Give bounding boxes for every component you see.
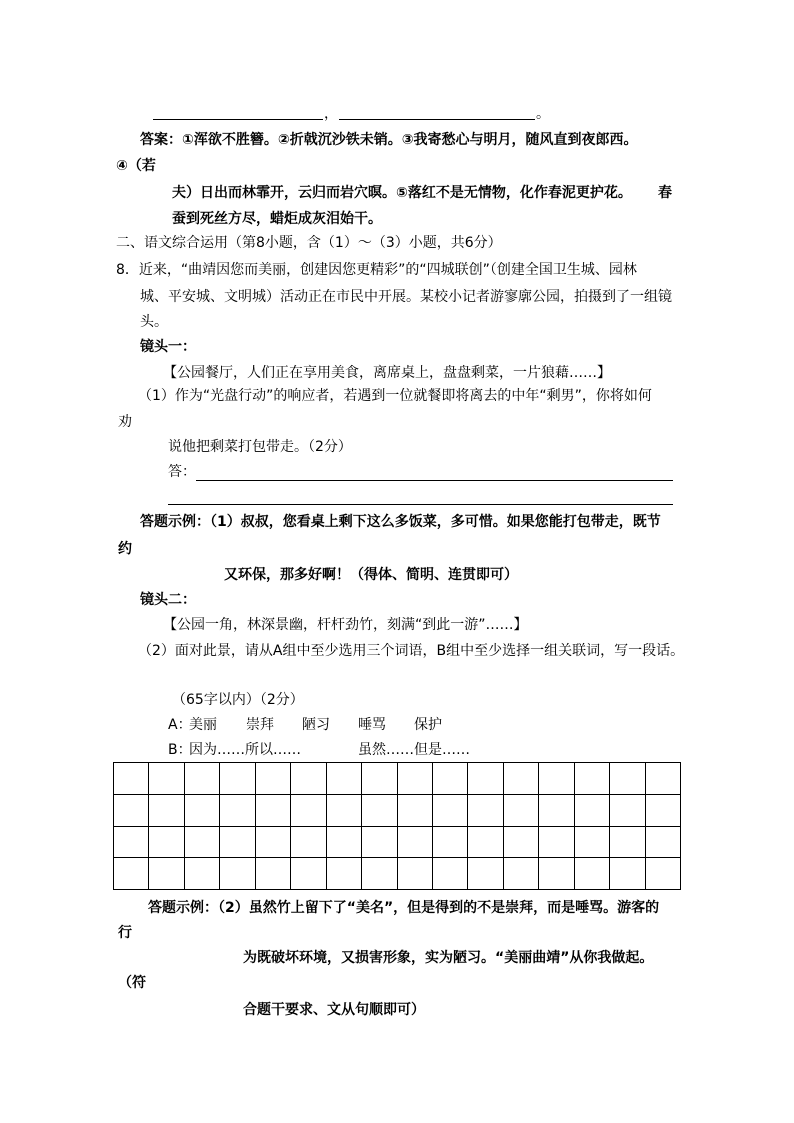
grid-cell[interactable] <box>114 858 149 890</box>
grid-cell[interactable] <box>539 826 574 858</box>
sample-answer: 答题示例：（1）叔叔，您看桌上剩下这么多饭菜，多可惜。如果您能打包带走，既节 <box>140 514 661 530</box>
grid-cell[interactable] <box>503 763 538 795</box>
grid-row <box>114 794 681 826</box>
grid-cell[interactable] <box>432 858 467 890</box>
grid-cell[interactable] <box>645 858 680 890</box>
grid-cell[interactable] <box>326 763 361 795</box>
grid-cell[interactable] <box>291 763 326 795</box>
group-a-word: 崇拜 <box>246 717 274 733</box>
grid-cell[interactable] <box>574 794 609 826</box>
group-a-word: 保护 <box>414 717 442 733</box>
grid-cell[interactable] <box>326 794 361 826</box>
period: 。 <box>536 106 550 122</box>
grid-cell[interactable] <box>574 826 609 858</box>
grid-cell[interactable] <box>149 826 184 858</box>
grid-cell[interactable] <box>539 794 574 826</box>
grid-cell[interactable] <box>645 763 680 795</box>
group-a-label: A： <box>168 717 192 733</box>
subquestion-1: （1）作为“光盘行动”的响应者，若遇到一位就餐即将离去的中年“剩男”，你将如何 <box>138 388 652 404</box>
grid-row <box>114 826 681 858</box>
writing-grid[interactable] <box>113 762 681 890</box>
grid-cell[interactable] <box>397 794 432 826</box>
grid-cell[interactable] <box>645 794 680 826</box>
group-a-word: 唾骂 <box>358 717 386 733</box>
subquestion-2: （65字以内）（2分） <box>172 692 304 708</box>
sample-answer: （符 <box>118 975 146 991</box>
grid-cell[interactable] <box>539 858 574 890</box>
answer-line: 答案：①浑欲不胜簪。②折戟沉沙铁未销。③我寄愁心与明月，随风直到夜郎西。 <box>140 132 638 148</box>
grid-cell[interactable] <box>362 826 397 858</box>
grid-cell[interactable] <box>291 858 326 890</box>
grid-cell[interactable] <box>503 826 538 858</box>
grid-cell[interactable] <box>291 826 326 858</box>
comma: ， <box>324 106 338 122</box>
grid-cell[interactable] <box>610 794 645 826</box>
sample-answer: 又环保，那多好啊！（得体、简明、连贯即可） <box>224 567 518 583</box>
answer-line: 蚕到死丝方尽，蜡炬成灰泪始干。 <box>172 211 382 227</box>
group-b-label: B： <box>168 742 192 758</box>
grid-cell[interactable] <box>220 826 255 858</box>
sample-answer: 约 <box>118 541 132 557</box>
grid-cell[interactable] <box>645 826 680 858</box>
shot1-title: 镜头一： <box>140 339 196 355</box>
group-a-word: 陋习 <box>302 717 330 733</box>
question-text: 城、平安城、文明城）活动正在市民中开展。某校小记者游寥廓公园，拍摄到了一组镜 <box>140 289 672 305</box>
grid-cell[interactable] <box>184 794 219 826</box>
answer-label: 答： <box>168 464 196 480</box>
grid-cell[interactable] <box>220 763 255 795</box>
shot2-scene: 【公园一角，林深景幽，杆杆劲竹，刻满“到此一游”……】 <box>163 617 528 633</box>
grid-cell[interactable] <box>291 794 326 826</box>
answer-line: 夫）日出而林霏开，云归而岩穴暝。⑤落红不是无情物，化作春泥更护花。 <box>172 185 632 201</box>
grid-cell[interactable] <box>503 858 538 890</box>
grid-cell[interactable] <box>574 858 609 890</box>
grid-cell[interactable] <box>397 858 432 890</box>
grid-cell[interactable] <box>468 763 503 795</box>
answer-line: ④（若 <box>116 158 156 174</box>
grid-cell[interactable] <box>220 858 255 890</box>
grid-cell[interactable] <box>114 826 149 858</box>
grid-cell[interactable] <box>503 794 538 826</box>
question-text: 8．近来，“曲靖因您而美丽，创建因您更精彩”的“四城联创”（创建全国卫生城、园林 <box>116 262 637 278</box>
answer-line-field[interactable] <box>168 504 673 505</box>
grid-cell[interactable] <box>432 794 467 826</box>
subquestion-1: 说他把剩菜打包带走。（2分） <box>168 439 352 455</box>
grid-cell[interactable] <box>184 763 219 795</box>
group-a-word: 美丽 <box>189 717 217 733</box>
grid-cell[interactable] <box>184 826 219 858</box>
grid-cell[interactable] <box>468 794 503 826</box>
grid-cell[interactable] <box>610 858 645 890</box>
answer-line-field[interactable] <box>196 480 673 481</box>
group-b-connective: 因为……所以…… <box>189 742 301 758</box>
fill-blank-line[interactable] <box>339 119 535 120</box>
sample-answer: 答题示例：（2）虽然竹上留下了“美名”，但是得到的不是崇拜，而是唾骂。游客的 <box>148 900 660 916</box>
grid-cell[interactable] <box>397 826 432 858</box>
grid-cell[interactable] <box>220 794 255 826</box>
question-text: 头。 <box>140 314 168 330</box>
grid-cell[interactable] <box>149 858 184 890</box>
grid-cell[interactable] <box>255 858 290 890</box>
grid-cell[interactable] <box>468 858 503 890</box>
grid-cell[interactable] <box>397 763 432 795</box>
grid-cell[interactable] <box>326 858 361 890</box>
shot1-scene: 【公园餐厅，人们正在享用美食，离席桌上，盘盘剩菜，一片狼藉……】 <box>163 365 611 381</box>
grid-cell[interactable] <box>184 858 219 890</box>
grid-cell[interactable] <box>539 763 574 795</box>
grid-cell[interactable] <box>468 826 503 858</box>
grid-cell[interactable] <box>114 763 149 795</box>
subquestion-1: 劝 <box>118 414 132 430</box>
grid-cell[interactable] <box>255 794 290 826</box>
grid-cell[interactable] <box>114 794 149 826</box>
grid-cell[interactable] <box>432 763 467 795</box>
grid-cell[interactable] <box>432 826 467 858</box>
group-b-connective: 虽然……但是…… <box>358 742 470 758</box>
section-heading: 二、语文综合运用（第8小题，含（1）～（3）小题，共6分） <box>116 235 502 251</box>
grid-cell[interactable] <box>574 763 609 795</box>
grid-row <box>114 763 681 795</box>
grid-cell[interactable] <box>326 826 361 858</box>
grid-cell[interactable] <box>610 826 645 858</box>
grid-row <box>114 858 681 890</box>
fill-blank-line[interactable] <box>153 119 323 120</box>
grid-cell[interactable] <box>149 763 184 795</box>
shot2-title: 镜头二： <box>140 592 196 608</box>
grid-cell[interactable] <box>362 858 397 890</box>
grid-cell[interactable] <box>149 794 184 826</box>
grid-cell[interactable] <box>255 826 290 858</box>
subquestion-2: （2）面对此景，请从A组中至少选用三个词语，B组中至少选择一组关联词，写一段话。 <box>138 643 685 659</box>
sample-answer: 行 <box>118 925 132 941</box>
sample-answer: 合题干要求、文从句顺即可） <box>243 1002 425 1018</box>
grid-cell[interactable] <box>362 763 397 795</box>
grid-cell[interactable] <box>255 763 290 795</box>
grid-cell[interactable] <box>362 794 397 826</box>
sample-answer: 为既破坏环境，又损害形象，实为陋习。“美丽曲靖”从你我做起。 <box>243 950 654 966</box>
answer-line: 春 <box>658 185 672 201</box>
grid-cell[interactable] <box>610 763 645 795</box>
